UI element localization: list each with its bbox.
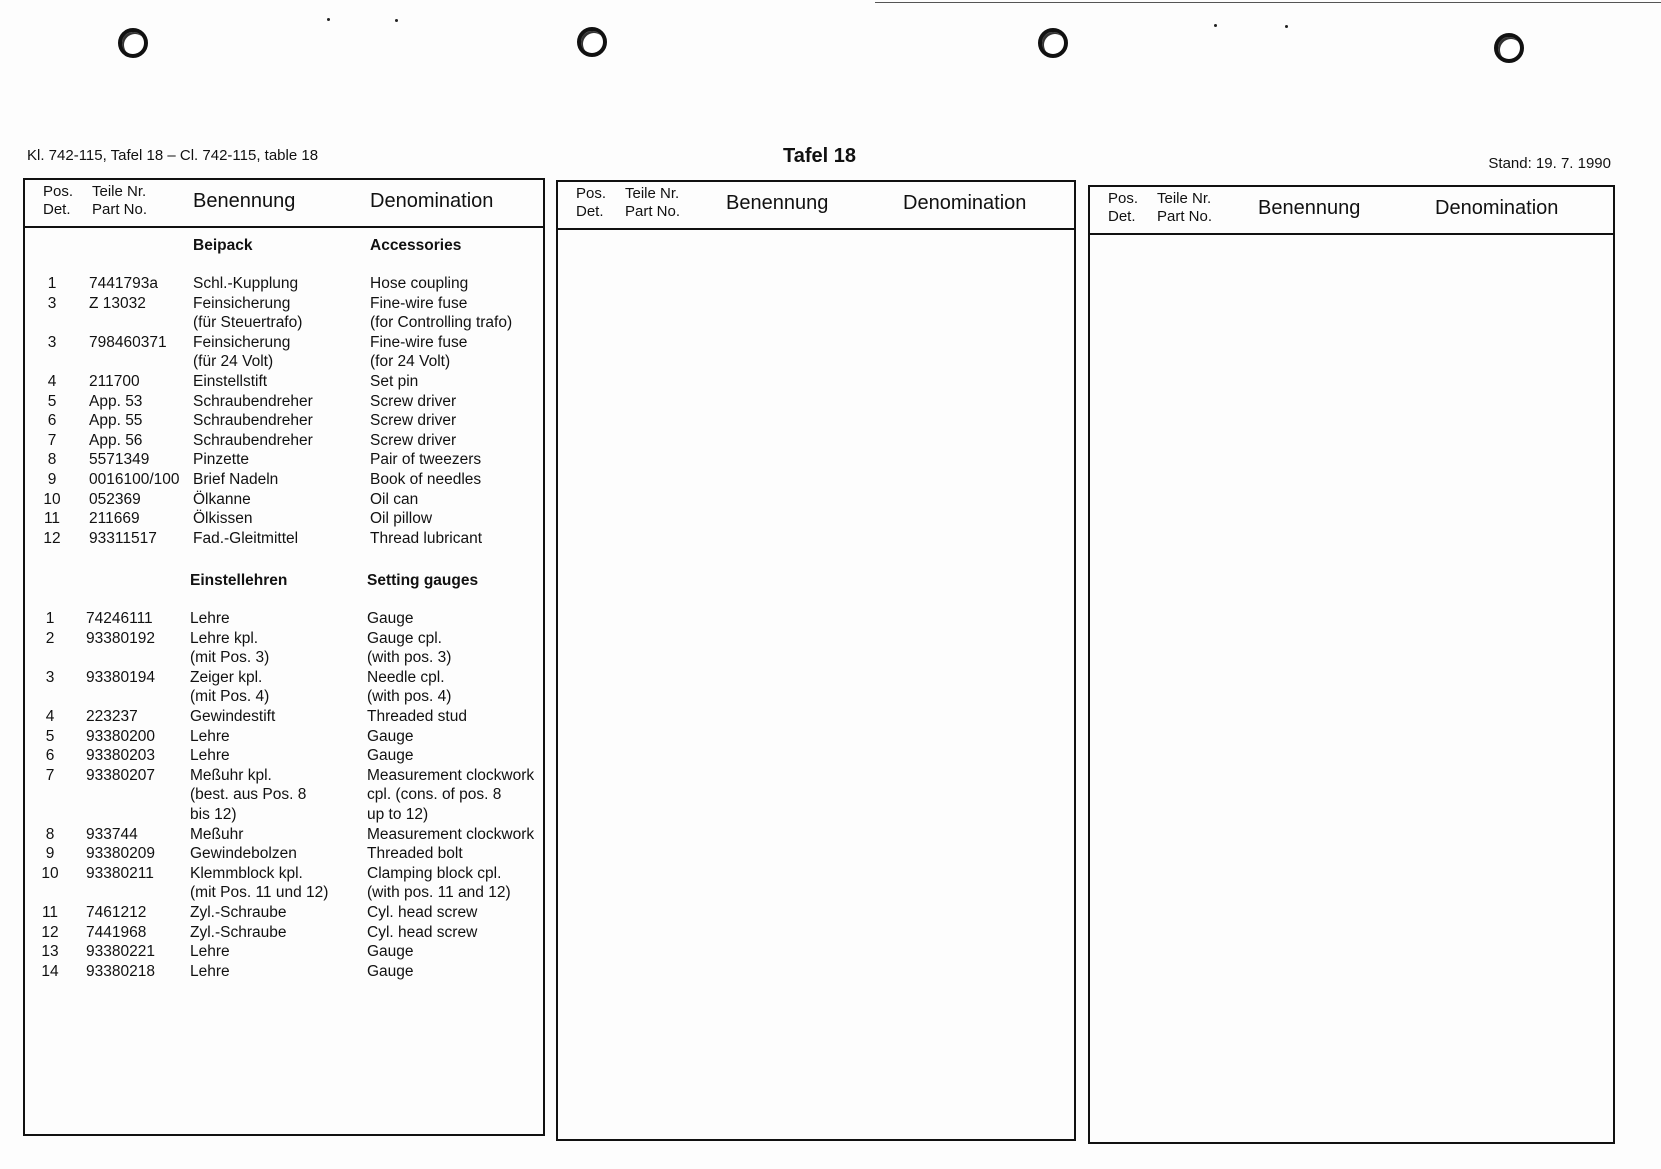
row-pos: 4 [47,373,57,390]
row-part-no: 211700 [89,373,140,390]
row-benennung: (mit Pos. 3) [190,649,270,667]
section-title [25,236,543,256]
table-row [25,825,543,845]
row-denomination: (for 24 Volt) [370,353,451,371]
benennung-header: Benennung [193,190,296,212]
row-denomination: Screw driver [370,431,457,449]
table-row [25,942,543,962]
row-part-no: 5571349 [89,451,150,469]
row-benennung: Ölkissen [193,510,253,528]
benennung-header: Benennung [1258,197,1361,219]
row-pos: 4 [45,708,55,725]
row-pos: 11 [43,510,61,528]
table-row [25,629,543,649]
table-row [25,903,543,923]
row-benennung: Gewindebolzen [190,845,297,863]
table-row [25,470,543,490]
row-denomination: Gauge [367,943,414,961]
table-row [25,883,543,903]
row-benennung: (für Steuertrafo) [193,314,303,332]
table-row [25,333,543,353]
row-part-no: 93380192 [86,629,155,647]
punch-hole-icon [1494,33,1524,63]
row-benennung: Meßuhr kpl. [190,766,272,784]
row-denomination: up to 12) [367,806,429,823]
part-no-header: Part No. [1157,208,1213,225]
page-title: Tafel 18 [783,145,856,167]
row-pos: 8 [47,451,57,469]
row-benennung: Meßuhr [190,825,244,843]
row-benennung: Einstellstift [193,373,268,390]
table-row [25,450,543,470]
row-part-no: Z 13032 [89,294,146,312]
row-part-no: 7461212 [86,904,147,921]
row-benennung: (für 24 Volt) [193,353,274,371]
row-benennung: Lehre [190,610,230,627]
row-pos: 9 [47,471,57,488]
row-pos: 12 [41,923,59,941]
row-part-no: 93380209 [86,845,155,863]
row-pos: 9 [45,845,55,863]
row-pos: 1 [45,610,55,627]
row-denomination: (with pos. 11 and 12) [367,884,511,902]
row-benennung: Lehre kpl. [190,629,259,647]
row-benennung: Feinsicherung [193,333,291,351]
row-part-no: 93380221 [86,943,155,961]
teile-nr-header: Teile Nr. [1157,190,1212,207]
parts-panel-2 [556,180,1076,1141]
row-part-no: 93380218 [86,962,155,980]
row-pos: 3 [45,668,55,686]
row-benennung: Pinzette [193,451,250,469]
table-header [25,180,543,228]
row-benennung: (mit Pos. 11 und 12) [190,884,329,902]
row-benennung: Feinsicherung [193,294,291,312]
pos-header: Pos. [576,185,607,202]
part-no-header: Part No. [625,203,681,220]
row-benennung: Lehre [190,962,230,980]
row-part-no: 798460371 [89,333,167,351]
row-denomination: Screw driver [370,392,457,410]
row-part-no: 223237 [86,708,138,725]
row-denomination: Cyl. head screw [367,904,478,921]
row-denomination: Fine-wire fuse [370,333,468,351]
row-pos: 10 [41,864,59,882]
row-benennung: Gewindestift [190,708,276,725]
table-row [25,294,543,314]
row-benennung: Schraubendreher [193,431,313,449]
row-benennung: Zyl.-Schraube [190,904,287,921]
row-benennung: Zyl.-Schraube [190,923,287,941]
denomination-header: Denomination [370,190,494,212]
row-denomination: Threaded bolt [367,845,463,863]
row-benennung: Zeiger kpl. [190,668,263,686]
row-denomination: Needle cpl. [367,668,445,686]
table-row [25,529,543,549]
row-benennung: Schraubendreher [193,392,313,410]
row-benennung: Lehre [190,943,230,961]
row-part-no: App. 55 [89,412,143,430]
row-part-no: 93380207 [86,766,155,784]
row-pos: 7 [47,431,57,449]
row-benennung: Schl.-Kupplung [193,275,299,292]
row-denomination: Gauge [367,747,414,765]
row-part-no: 93380200 [86,727,155,745]
parts-panel-1 [23,178,545,1136]
row-benennung: bis 12) [190,806,237,823]
row-part-no: 74246111 [86,610,153,627]
row-denomination: cpl. (cons. of pos. 8 [367,786,502,804]
row-benennung: (best. aus Pos. 8 [190,786,307,804]
row-part-no: App. 53 [89,392,143,410]
row-denomination: Clamping block cpl. [367,864,502,882]
row-part-no: 93311517 [89,529,157,547]
revision-date: Stand: 19. 7. 1990 [1488,155,1611,172]
det-header: Det. [43,201,71,218]
table-row [25,923,543,943]
row-part-no: 7441793a [89,275,158,292]
speck [395,19,398,22]
row-denomination: (with pos. 4) [367,688,452,706]
row-part-no: App. 56 [89,431,143,449]
table-row [25,687,543,707]
document-reference: Kl. 742-115, Tafel 18 – Cl. 742-115, table 18 [27,147,319,164]
row-pos: 14 [41,962,59,980]
row-benennung: Klemmblock kpl. [190,864,303,882]
row-pos: 1 [47,275,57,292]
benennung-header: Benennung [726,192,829,214]
row-pos: 3 [47,294,57,312]
row-benennung: Schraubendreher [193,412,313,430]
table-row [25,490,543,510]
row-pos: 13 [41,943,59,961]
table-row [25,785,543,805]
row-pos: 2 [45,629,55,647]
row-part-no: 93380211 [86,864,154,882]
parts-panel-3 [1088,185,1615,1144]
table-header [558,182,1074,230]
row-pos: 3 [47,333,57,351]
denomination-header: Denomination [903,192,1027,214]
speck [327,18,330,21]
row-pos: 8 [45,825,55,843]
table-row [25,668,543,688]
punch-hole-icon [577,27,607,57]
row-denomination: Threaded stud [367,708,467,725]
row-pos: 5 [47,392,57,410]
speck [1214,24,1217,27]
table-row [25,372,543,392]
table-row [25,431,543,451]
row-denomination: Gauge [367,610,414,627]
denomination-header: Denomination [1435,197,1559,219]
row-pos: 10 [43,490,61,508]
row-benennung: Lehre [190,727,230,745]
row-pos: 5 [45,727,55,745]
row-pos: 6 [45,747,55,765]
row-part-no: 93380194 [86,668,155,686]
table-row [25,411,543,431]
section-title-de: Beipack [193,237,253,254]
part-no-header: Part No. [92,201,148,218]
row-benennung: Lehre [190,747,230,765]
row-part-no: 7441968 [86,923,147,941]
row-part-no: 933744 [86,825,138,843]
table-row [25,352,543,372]
row-benennung: Brief Nadeln [193,471,279,488]
section-title-en: Accessories [370,237,462,254]
row-denomination: Gauge [367,962,414,980]
top-edge-line [875,2,1661,3]
pos-header: Pos. [43,183,74,200]
speck [1285,25,1288,28]
row-denomination: Book of needles [370,471,482,488]
det-header: Det. [576,203,604,220]
row-denomination: Oil can [370,490,419,508]
row-denomination: Measurement clockwork [367,766,535,784]
section-title-de: Einstellehren [190,572,288,589]
table-header [1090,187,1613,235]
table-row [25,609,543,629]
table-row [25,707,543,727]
teile-nr-header: Teile Nr. [92,183,147,200]
table-row [25,509,543,529]
row-denomination: Set pin [370,373,419,390]
row-denomination: (with pos. 3) [367,649,452,667]
teile-nr-header: Teile Nr. [625,185,680,202]
table-row [25,313,543,333]
row-part-no: 0016100/100 [89,471,180,488]
punch-hole-icon [1038,28,1068,58]
table-row [25,962,543,982]
row-pos: 7 [45,766,55,784]
table-row [25,392,543,412]
section-title [25,571,543,591]
row-benennung: Fad.-Gleitmittel [193,529,299,547]
row-part-no: 052369 [89,490,141,508]
table-row [25,844,543,864]
table-row [25,727,543,747]
row-denomination: Hose coupling [370,275,469,292]
table-row [25,274,543,294]
row-part-no: 211669 [89,510,140,528]
table-row [25,864,543,884]
row-denomination: Thread lubricant [370,529,483,547]
row-benennung: (mit Pos. 4) [190,688,270,706]
row-denomination: Screw driver [370,412,457,430]
table-row [25,648,543,668]
row-denomination: Gauge cpl. [367,629,442,647]
row-denomination: Measurement clockwork [367,825,535,843]
row-denomination: (for Controlling trafo) [370,314,513,332]
row-part-no: 93380203 [86,747,155,765]
row-denomination: Fine-wire fuse [370,294,468,312]
row-pos: 12 [43,529,61,547]
row-denomination: Pair of tweezers [370,451,482,469]
row-benennung: Ölkanne [193,490,251,508]
section-title-en: Setting gauges [367,572,479,589]
row-pos: 6 [47,412,57,430]
row-denomination: Gauge [367,727,414,745]
table-row [25,766,543,786]
pos-header: Pos. [1108,190,1139,207]
row-denomination: Cyl. head screw [367,923,478,941]
row-denomination: Oil pillow [370,510,433,528]
table-row [25,746,543,766]
det-header: Det. [1108,208,1136,225]
punch-hole-icon [118,28,148,58]
table-row [25,805,543,825]
row-pos: 11 [41,904,59,921]
